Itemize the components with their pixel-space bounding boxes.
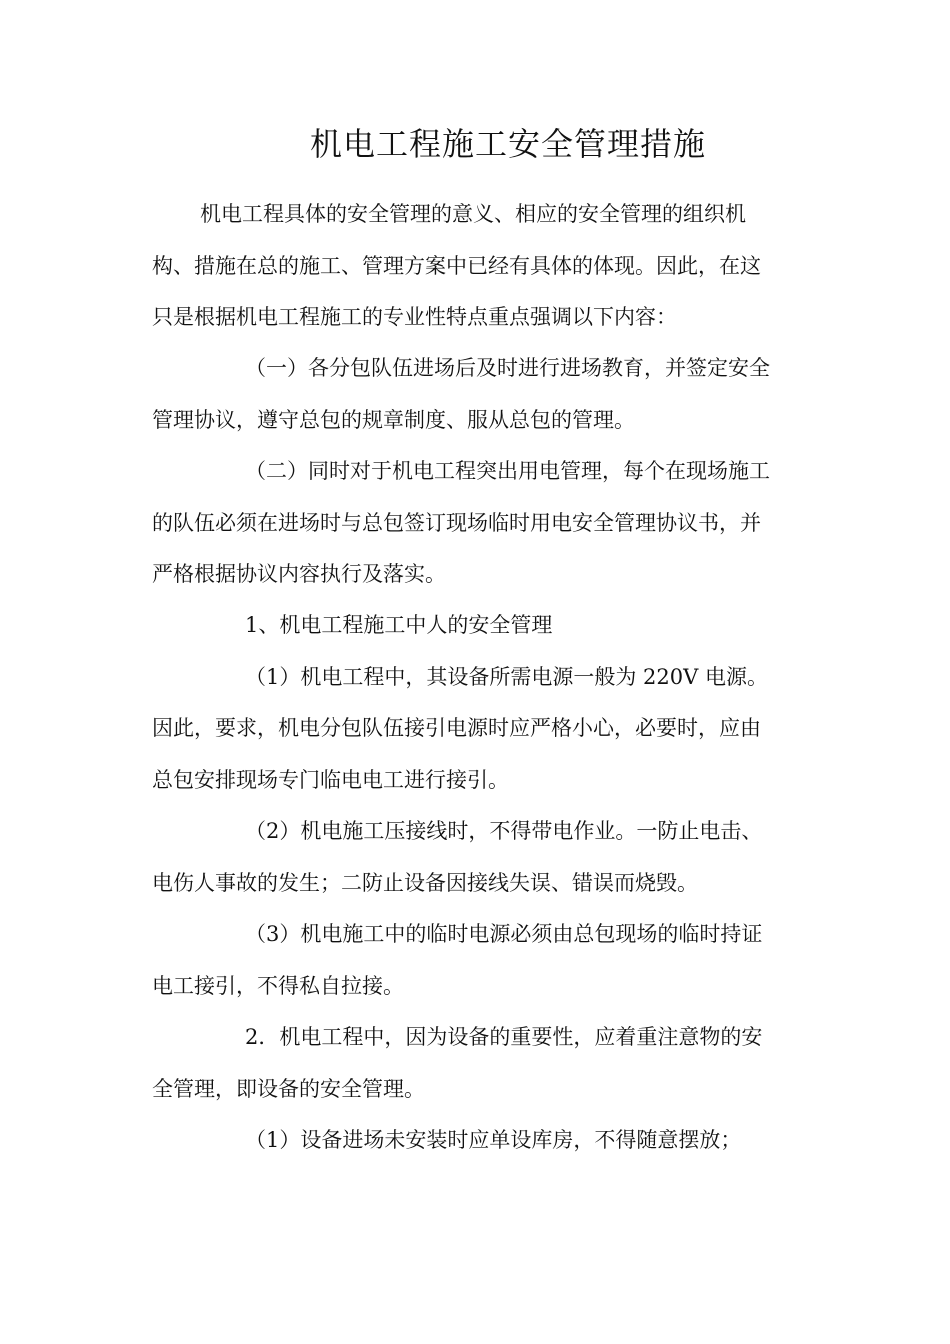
paragraph-line: 总包安排现场专门临电电工进行接引。 [152,768,509,792]
paragraph-line: 管理协议，遵守总包的规章制度、服从总包的管理。 [152,408,635,432]
paragraph-line: （二）同时对于机电工程突出用电管理，每个在现场施工 [245,459,770,483]
paragraph-line: 构、措施在总的施工、管理方案中已经有具体的体现。因此，在这 [152,254,761,278]
document-title: 机电工程施工安全管理措施 [309,125,706,163]
paragraph-line: （2）机电施工压接线时，不得带电作业。一防止电击、 [245,819,763,843]
paragraph-line: 全管理，即设备的安全管理。 [152,1077,425,1101]
paragraph-line: 只是根据机电工程施工的专业性特点重点强调以下内容： [152,305,677,329]
paragraph-line: 的队伍必须在进场时与总包签订现场临时用电安全管理协议书，并 [152,511,761,535]
paragraph-line: 电工接引，不得私自拉接。 [152,974,404,998]
paragraph-line: （一）各分包队伍进场后及时进行进场教育，并签定安全 [245,356,770,380]
section-heading: 1、机电工程施工中人的安全管理 [245,613,553,637]
paragraph-line: 电伤人事故的发生；二防止设备因接线失误、错误而烧毁。 [152,871,698,895]
paragraph-line: 机电工程具体的安全管理的意义、相应的安全管理的组织机 [200,202,746,226]
paragraph-line: 严格根据协议内容执行及落实。 [152,562,446,586]
section-heading: 2．机电工程中，因为设备的重要性，应着重注意物的安 [245,1025,763,1049]
paragraph-line: （1）机电工程中，其设备所需电源一般为 220V 电源。 [245,665,768,689]
paragraph-line: （1）设备进场未安装时应单设库房，不得随意摆放； [245,1128,742,1152]
paragraph-line: （3）机电施工中的临时电源必须由总包现场的临时持证 [245,922,763,946]
paragraph-line: 因此，要求，机电分包队伍接引电源时应严格小心，必要时，应由 [152,716,761,740]
